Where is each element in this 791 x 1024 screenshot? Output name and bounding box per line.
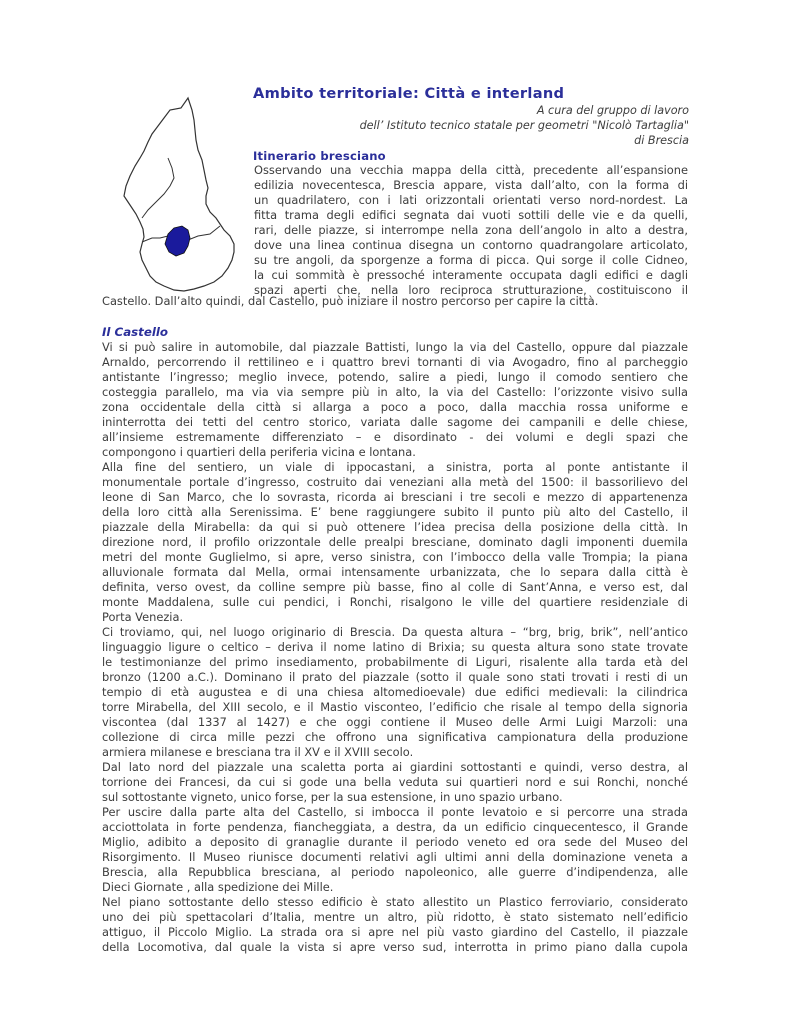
text-line: direzione nord, il profilo orizzontale delle prealpi bresciane, dominato dagli imponenti duemila <box>102 535 688 549</box>
text-line: le testimonianze del primo insediamento, probabilmente di Liguri, risalente alla tarda età del <box>102 655 688 669</box>
text-line: ininterrotta dei tetti del centro storico, variata dalle sagome dei campanili e delle chiese, <box>102 415 688 429</box>
text-line: bronzo (1200 a.C.). Dominano il prato del piazzale (sotto il quale sono stati trovati i resti di un <box>102 670 688 684</box>
text-line: alluvionale formata dal Mella, ormai intensamente urbanizzata, che lo separa dalla città è <box>102 565 688 579</box>
text-line: torrione dei Francesi, da cui si gode una bella veduta sui quartieri nord e sui Ronchi, nonché <box>102 775 688 789</box>
text-line: rari, delle piazze, si interrompe nella zona dell’angolo in alto a destra, <box>254 223 688 237</box>
text-line: la cui sommità è pressoché interamente occupata dagli edifici e dagli <box>254 268 688 282</box>
text-line: definita, verso ovest, da colline sempre più basse, fino al colle di Sant’Anna, e verso est, dal <box>102 580 688 594</box>
text-line: edilizia novecentesca, Brescia appare, vista dall’alto, con la forma di <box>254 178 688 192</box>
text-line: monumentale portale d’ingresso, costruito dai veneziani alla metà del 1500: il bassorilievo del <box>102 475 688 489</box>
text-line: Risorgimento. Il Museo riunisce documenti relativi agli ultimi anni della dominazione veneta a <box>102 850 688 864</box>
text-line: sul sottostante vigneto, unico forse, per la sua estensione, in uno spazio urbano. <box>102 790 563 804</box>
text-line: antistante l’ingresso; meglio invece, potendo, salire a piedi, lungo il comodo sentiero che <box>102 370 688 384</box>
text-line: Vi si può salire in automobile, dal piazzale Battisti, lungo la via del Castello, oppure dal piazzale <box>102 340 688 354</box>
text-line: linguaggio ligure o celtico – deriva il nome latino di Brixia; su questa altura sono state trovate <box>102 640 688 654</box>
text-line: leone di San Marco, che lo sovrasta, ricorda ai bresciani i tre secoli e mezzo di appartenenza <box>102 490 688 504</box>
text-line: piazzale della Mirabella: da qui si può ottenere l’idea precisa della posizione della città. In <box>102 520 688 534</box>
text-line: Ci troviamo, qui, nel luogo originario di Brescia. Da questa altura – “brg, brig, brik”, nell’antico <box>102 625 688 639</box>
text-line: Porta Venezia. <box>102 610 184 624</box>
text-line: Brescia, alla Repubblica bresciana, al periodo napoleonico, alle guerre d’indipendenza, alle <box>102 865 688 879</box>
text-line: zona occidentale della città si allarga a poco a poco, dalla macchia rossa uniforme e <box>102 400 688 414</box>
section-heading-castello: Il Castello <box>102 325 169 339</box>
text-line: acciottolata in forte pendenza, fiancheggiata, a destra, da un edificio cinquecentesco, il Grande <box>102 820 688 834</box>
page-title: Ambito territoriale: Città e interland <box>253 85 565 102</box>
text-line: Alla fine del sentiero, un viale di ippocastani, a sinistra, porta al ponte antistante il <box>102 460 688 474</box>
text-line: costeggia parallelo, ma via via sempre più in alto, la via del Castello: l’orizzonte visivo sulla <box>102 385 688 399</box>
section-heading-itinerario: Itinerario bresciano <box>253 149 386 163</box>
text-line: metri del monte Guglielmo, si apre, verso sinistra, con l’imbocco della valle Trompia; la piana <box>102 550 688 564</box>
text-line: un quadrilatero, con i lati orizzontali orientati verso nord-nordest. La <box>254 193 688 207</box>
text-line: Per uscire dalla parte alta del Castello, si imbocca il ponte levatoio e si percorre una strada <box>102 805 688 819</box>
text-line: Dal lato nord del piazzale una scaletta porta ai giardini sottostanti e quindi, verso destra, al <box>102 760 688 774</box>
text-line: collezione di circa mille pezzi che offrono una significativa campionatura della produzione <box>102 730 688 744</box>
text-line: all’insieme estremamente differenziato – e disordinato - dei volumi e degli spazi che <box>102 430 688 444</box>
text-line: compongono i quartieri della periferia vicina e lontana. <box>102 445 416 459</box>
text-line: armiera milanese e bresciana tra il XV e il XVIII secolo. <box>102 745 414 759</box>
text-line: Arnaldo, percorrendo il rettilineo e i quattro brevi tornanti di via Avogadro, fino al parcheggio <box>102 355 688 369</box>
text-line: viscontea (dal 1337 al 1427) e che oggi contiene il Museo delle Armi Luigi Marzoli: una <box>102 715 688 729</box>
credit-line: di Brescia <box>634 134 689 147</box>
province-map-icon <box>118 96 250 294</box>
text-line: Miglio, adibito a deposito di granaglie durante il periodo veneto ed ora sede del Museo del <box>102 835 688 849</box>
text-line: dove una linea continua disegna un contorno quadrangolare articolato, <box>254 238 688 252</box>
text-line: tempio di età augustea e di una chiesa altomedioevale) due edifici medievali: la cilindrica <box>102 685 688 699</box>
credit-line: dell’ Istituto tecnico statale per geometri "Nicolò Tartaglia" <box>359 119 689 132</box>
credit-line: A cura del gruppo di lavoro <box>536 104 689 117</box>
text-line: Dieci Giornate , alla spedizione dei Mille. <box>102 880 334 894</box>
text-line: attiguo, il Piccolo Miglio. La strada ora si apre nel più vasto giardino del Castello, il piazzale <box>102 925 688 939</box>
text-line: monte Maddalena, sulle cui pendici, i Ronchi, risalgono le ville del quartiere residenziale di <box>102 595 688 609</box>
intro-closing-line: Castello. Dall’alto quindi, dal Castello, può iniziare il nostro percorso per capire la città. <box>102 294 599 308</box>
text-line: della Locomotiva, dal quale la vista si apre verso sud, interrotta in primo piano dalla cupola <box>102 940 688 954</box>
text-line: uno dei più spettacolari d’Italia, mentre un altro, più ridotto, è stato sistemato nell’edificio <box>102 910 688 924</box>
text-line: fitta trama degli edifici segnata dai vuoti sottili delle vie e da quelli, <box>254 208 688 222</box>
text-line: torre Mirabella, del XIII secolo, e il Mastio visconteo, l’edificio che risale al tempo della signoria <box>102 700 688 714</box>
text-line: spazi aperti che, nella loro reciproca strutturazione, costituiscono il <box>254 283 688 297</box>
text-line: Nel piano sottostante dello stesso edificio è stato allestito un Plastico ferroviario, considerato <box>102 895 688 909</box>
text-line: Osservando una vecchia mappa della città, precedente all’espansione <box>254 163 688 177</box>
text-line: su tre angoli, da sporgenze a forma di picca. Qui sorge il colle Cidneo, <box>254 253 688 267</box>
text-line: della loro città alla Serenissima. E’ bene raggiungere subito il punto più alto del Castello, il <box>102 505 688 519</box>
province-outline <box>124 98 234 291</box>
